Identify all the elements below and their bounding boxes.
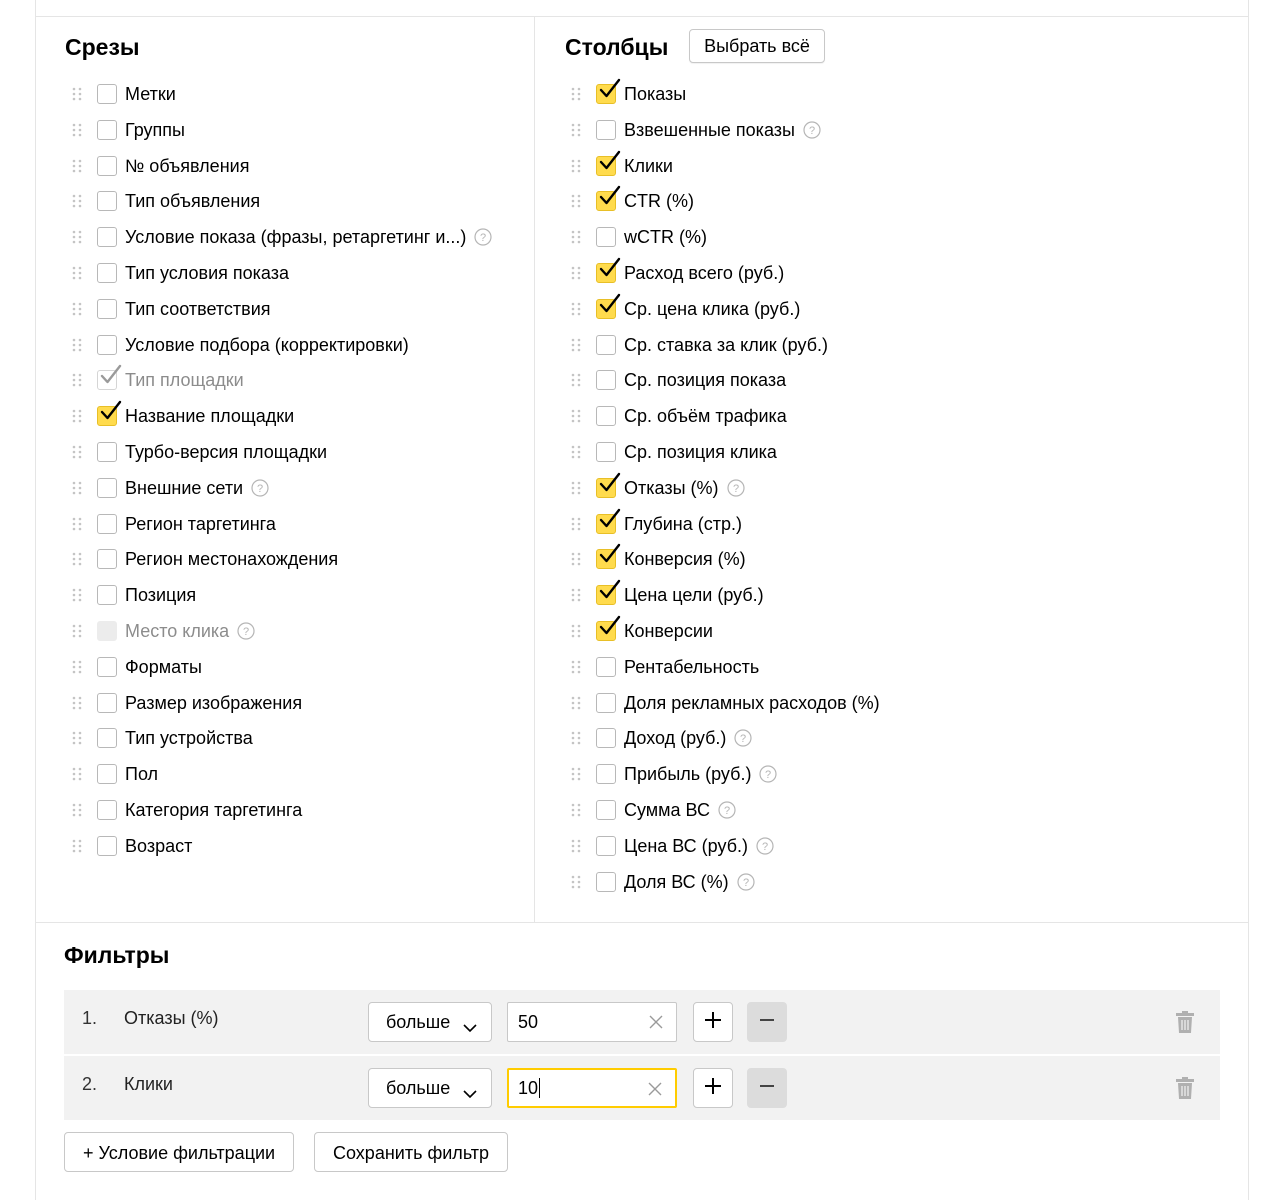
checkbox[interactable]	[596, 549, 616, 569]
filter-row	[64, 990, 1220, 1054]
drag-handle-icon[interactable]	[72, 552, 82, 566]
slice-item[interactable]	[72, 258, 289, 288]
slice-item[interactable]	[72, 401, 294, 431]
column-item[interactable]	[571, 151, 673, 181]
column-item[interactable]	[571, 867, 755, 897]
checkmark-icon	[99, 364, 123, 391]
filter-number: 1.	[82, 1008, 98, 1028]
column-item-label: Показы	[624, 84, 687, 104]
column-item[interactable]	[571, 115, 821, 145]
column-item[interactable]	[571, 258, 784, 288]
filter-operator-select[interactable]	[368, 1002, 492, 1042]
drag-handle-icon[interactable]	[571, 230, 581, 244]
checkmark-icon	[598, 78, 622, 105]
column-item-label: Рентабельность	[624, 656, 760, 677]
checkbox[interactable]	[97, 693, 117, 713]
slice-item-label: Место клика	[125, 621, 230, 641]
column-item[interactable]	[571, 723, 752, 753]
svg-text:?: ?	[765, 769, 772, 782]
column-item[interactable]	[571, 222, 707, 252]
filter-number: 2.	[82, 1074, 98, 1094]
slice-item-label: Размер изображения	[125, 692, 303, 713]
slice-item[interactable]	[72, 652, 202, 682]
checkbox[interactable]	[596, 693, 616, 713]
checkbox[interactable]	[97, 549, 117, 569]
drag-handle-icon[interactable]	[72, 159, 82, 173]
clear-icon[interactable]	[648, 1014, 664, 1035]
column-item-label: Цена цели (руб.)	[624, 585, 764, 606]
checkbox[interactable]	[97, 657, 117, 677]
checkmark-icon	[598, 615, 622, 642]
drag-handle-icon[interactable]	[72, 338, 82, 352]
checkbox[interactable]	[97, 406, 117, 426]
help-icon[interactable]	[737, 873, 755, 891]
svg-text:?: ?	[808, 124, 816, 137]
svg-text:?: ?	[742, 876, 749, 889]
column-item[interactable]	[571, 509, 742, 539]
filter-operator-value: больше	[386, 1077, 451, 1098]
checkbox[interactable]	[97, 478, 117, 498]
help-icon[interactable]	[474, 228, 492, 246]
column-item-label: Глубина (стр.)	[624, 513, 743, 534]
checkbox[interactable]	[596, 657, 616, 677]
chevron-down-icon	[463, 1083, 477, 1104]
checkbox[interactable]	[596, 406, 616, 426]
drag-handle-icon[interactable]	[571, 481, 581, 495]
slice-item-label: № объявления	[125, 155, 250, 176]
chevron-down-icon	[463, 1017, 477, 1038]
minus-icon	[758, 1011, 776, 1034]
svg-text:?: ?	[723, 805, 731, 817]
drag-handle-icon[interactable]	[72, 266, 82, 280]
checkbox[interactable]	[596, 872, 616, 892]
checkmark-icon	[598, 185, 622, 212]
remove-value-button[interactable]	[747, 1068, 787, 1108]
checkbox[interactable]	[97, 764, 117, 784]
drag-handle-icon[interactable]	[72, 481, 82, 495]
drag-handle-icon[interactable]	[571, 767, 581, 781]
filters-divider	[35, 922, 1249, 923]
column-item-label: wCTR (%)	[624, 227, 707, 248]
plus-icon	[703, 1076, 723, 1101]
svg-text:?: ?	[740, 733, 747, 746]
filter-value-text: 50	[518, 1011, 539, 1032]
checkmark-icon	[598, 579, 622, 606]
slice-item-label: Возраст	[125, 835, 193, 856]
column-item[interactable]	[571, 365, 786, 395]
column-item[interactable]	[571, 652, 759, 682]
help-icon[interactable]	[803, 121, 821, 139]
column-item-label: Доля рекламных расходов (%)	[624, 692, 880, 713]
column-item-label: Ср. объём трафика	[624, 406, 787, 427]
drag-handle-icon[interactable]	[571, 409, 581, 423]
select-all-button[interactable]: Выбрать всё	[689, 29, 825, 63]
drag-handle-icon[interactable]	[571, 588, 581, 602]
drag-handle-icon[interactable]	[72, 767, 82, 781]
checkbox[interactable]	[97, 227, 117, 247]
drag-handle-icon[interactable]	[571, 624, 581, 638]
drag-handle-icon[interactable]	[571, 731, 581, 745]
drag-handle-icon[interactable]	[571, 373, 581, 387]
column-item[interactable]	[571, 473, 745, 503]
checkbox[interactable]	[596, 156, 616, 176]
slice-item[interactable]	[72, 831, 192, 861]
slices-title: Срезы	[65, 34, 140, 60]
slice-item-label: Условие показа (фразы, ретаргетинг и...)	[125, 227, 467, 248]
slice-item-label: Тип площадки	[125, 370, 244, 391]
column-item-label: Сумма ВС	[624, 800, 710, 820]
slice-item-label: Регион таргетинга	[125, 513, 276, 534]
slice-item[interactable]	[72, 365, 244, 395]
column-item-label: Клики	[624, 155, 673, 176]
slice-item-label: Группы	[125, 119, 185, 140]
filter-field-name: Отказы (%)	[124, 1008, 219, 1028]
slice-item[interactable]	[72, 759, 158, 789]
save-filter-button[interactable]: Сохранить фильтр	[314, 1132, 508, 1172]
slice-item[interactable]	[72, 723, 253, 753]
drag-handle-icon[interactable]	[571, 87, 581, 101]
column-item[interactable]	[571, 759, 777, 789]
slice-item-label: Название площадки	[125, 406, 295, 427]
help-icon[interactable]	[251, 479, 269, 497]
slice-item-label: Тип соответствия	[125, 298, 271, 319]
column-item-label: Ср. позиция клика	[624, 442, 777, 462]
drag-handle-icon[interactable]	[72, 445, 82, 459]
drag-handle-icon[interactable]	[72, 624, 82, 638]
checkbox[interactable]	[596, 764, 616, 784]
filter-field-name: Клики	[124, 1074, 173, 1094]
plus-icon	[703, 1010, 723, 1035]
checkbox[interactable]	[596, 299, 616, 319]
trash-icon[interactable]	[1176, 1077, 1194, 1104]
filter-operator-value: больше	[386, 1011, 451, 1032]
slice-item-label: Пол	[125, 764, 159, 785]
column-item-label: Доход (руб.)	[624, 728, 727, 749]
checkbox[interactable]	[97, 836, 117, 856]
checkbox[interactable]	[97, 263, 117, 283]
help-icon[interactable]	[756, 837, 774, 855]
column-item-label: Ср. цена клика (руб.)	[624, 298, 801, 319]
column-item[interactable]	[571, 186, 694, 216]
column-item-label: Прибыль (руб.)	[624, 764, 752, 785]
slice-item[interactable]	[72, 688, 302, 718]
drag-handle-icon[interactable]	[571, 123, 581, 137]
add-value-button[interactable]	[693, 1002, 733, 1042]
slice-item-label: Тип условия показа	[125, 263, 289, 283]
drag-handle-icon[interactable]	[571, 194, 581, 208]
slice-item-label: Внешние сети	[125, 477, 244, 498]
checkbox[interactable]	[97, 299, 117, 319]
checkbox[interactable]	[596, 370, 616, 390]
checkbox[interactable]	[596, 836, 616, 856]
drag-handle-icon[interactable]	[72, 194, 82, 208]
drag-handle-icon[interactable]	[571, 159, 581, 173]
column-item[interactable]	[571, 437, 777, 467]
drag-handle-icon[interactable]	[72, 660, 82, 674]
checkbox[interactable]	[596, 191, 616, 211]
slice-item[interactable]	[72, 795, 302, 825]
svg-text:?: ?	[480, 232, 487, 245]
checkbox[interactable]	[97, 585, 117, 605]
help-icon[interactable]	[718, 801, 736, 819]
drag-handle-icon[interactable]	[571, 517, 581, 531]
drag-handle-icon[interactable]	[72, 731, 82, 745]
column-divider	[534, 16, 535, 922]
slice-item-label: Позиция	[125, 585, 197, 606]
checkbox[interactable]	[596, 800, 616, 820]
help-icon[interactable]	[237, 622, 255, 640]
slice-item-label: Метки	[125, 84, 176, 104]
column-item-label: Взвешенные показы	[624, 119, 795, 140]
checkbox[interactable]	[97, 442, 117, 462]
slice-item-label: Условие подбора (корректировки)	[125, 334, 409, 355]
column-item-label: Ср. позиция показа	[624, 370, 787, 391]
checkbox[interactable]	[596, 84, 616, 104]
clear-icon[interactable]	[647, 1081, 663, 1102]
slice-item[interactable]	[72, 186, 260, 216]
add-value-button[interactable]	[693, 1068, 733, 1108]
drag-handle-icon[interactable]	[72, 230, 82, 244]
slice-item-label: Форматы	[125, 656, 202, 677]
drag-handle-icon[interactable]	[571, 338, 581, 352]
slice-item-label: Турбо-версия площадки	[125, 442, 328, 462]
slice-item[interactable]	[72, 473, 269, 503]
drag-handle-icon[interactable]	[72, 517, 82, 531]
svg-text:?: ?	[761, 840, 769, 853]
checkmark-icon	[99, 400, 123, 427]
columns-title: Столбцы	[565, 34, 669, 60]
drag-handle-icon[interactable]	[72, 123, 82, 137]
help-icon[interactable]	[759, 765, 777, 783]
column-item-label: Цена ВС (руб.)	[624, 835, 748, 856]
column-item[interactable]	[571, 616, 713, 646]
checkbox[interactable]	[596, 514, 616, 534]
drag-handle-icon[interactable]	[571, 696, 581, 710]
checkbox[interactable]	[97, 370, 117, 390]
filter-value-input[interactable]	[507, 1068, 677, 1108]
drag-handle-icon[interactable]	[571, 445, 581, 459]
checkbox[interactable]	[97, 120, 117, 140]
column-item-label: Расход всего (руб.)	[624, 263, 785, 283]
checkmark-icon	[598, 543, 622, 570]
drag-handle-icon[interactable]	[571, 875, 581, 889]
slice-item[interactable]	[72, 79, 176, 109]
checkbox[interactable]	[596, 621, 616, 641]
slice-item[interactable]	[72, 115, 185, 145]
checkbox[interactable]	[97, 191, 117, 211]
drag-handle-icon[interactable]	[72, 87, 82, 101]
slice-item[interactable]	[72, 580, 196, 610]
checkbox[interactable]	[97, 156, 117, 176]
slice-item-label: Тип объявления	[125, 191, 261, 212]
checkmark-icon	[598, 508, 622, 535]
remove-value-button[interactable]	[747, 1002, 787, 1042]
drag-handle-icon[interactable]	[571, 660, 581, 674]
checkbox[interactable]	[97, 84, 117, 104]
column-item-label: CTR (%)	[624, 191, 694, 212]
trash-icon[interactable]	[1176, 1011, 1194, 1038]
column-item[interactable]	[571, 544, 746, 574]
slice-item[interactable]	[72, 616, 255, 646]
svg-text:?: ?	[732, 482, 739, 495]
filter-operator-select[interactable]	[368, 1068, 492, 1108]
help-icon[interactable]	[734, 729, 752, 747]
checkbox[interactable]	[596, 478, 616, 498]
checkmark-icon	[598, 257, 622, 284]
minus-icon	[758, 1077, 776, 1100]
svg-text:?: ?	[243, 626, 250, 638]
drag-handle-icon[interactable]	[571, 302, 581, 316]
column-item[interactable]	[571, 294, 800, 324]
checkbox[interactable]	[97, 514, 117, 534]
slice-item[interactable]	[72, 544, 338, 574]
checkbox	[97, 621, 117, 641]
slice-item-label: Тип устройства	[125, 728, 253, 749]
column-item[interactable]	[571, 79, 686, 109]
column-item[interactable]	[571, 795, 736, 825]
drag-handle-icon[interactable]	[72, 588, 82, 602]
drag-handle-icon[interactable]	[571, 552, 581, 566]
text-caret	[539, 1078, 540, 1098]
column-item-label: Отказы (%)	[624, 477, 719, 498]
checkbox[interactable]	[596, 585, 616, 605]
drag-handle-icon[interactable]	[571, 803, 581, 817]
checkbox[interactable]	[596, 120, 616, 140]
drag-handle-icon[interactable]	[72, 696, 82, 710]
filter-value-text: 10	[518, 1077, 539, 1098]
checkmark-icon	[598, 293, 622, 320]
checkbox[interactable]	[596, 728, 616, 748]
slice-item[interactable]	[72, 151, 249, 181]
filters-title: Фильтры	[64, 942, 170, 968]
column-item-label: Ср. ставка за клик (руб.)	[624, 334, 828, 355]
drag-handle-icon[interactable]	[72, 409, 82, 423]
top-divider	[35, 16, 1249, 17]
checkbox[interactable]	[97, 728, 117, 748]
checkbox[interactable]	[596, 263, 616, 283]
svg-text:?: ?	[257, 482, 264, 495]
drag-handle-icon[interactable]	[571, 266, 581, 280]
column-item[interactable]	[571, 330, 828, 360]
checkmark-icon	[598, 472, 622, 499]
checkmark-icon	[598, 150, 622, 177]
column-item-label: Доля ВС (%)	[624, 871, 729, 892]
filter-row	[64, 1056, 1220, 1120]
drag-handle-icon[interactable]	[72, 839, 82, 853]
checkbox[interactable]	[596, 227, 616, 247]
drag-handle-icon[interactable]	[72, 302, 82, 316]
column-item[interactable]	[571, 831, 774, 861]
checkbox[interactable]	[97, 335, 117, 355]
column-item[interactable]	[571, 688, 880, 718]
drag-handle-icon[interactable]	[571, 839, 581, 853]
slice-item[interactable]	[72, 509, 276, 539]
slice-item[interactable]	[72, 222, 492, 252]
column-item-label: Конверсия (%)	[624, 549, 746, 570]
slice-item[interactable]	[72, 330, 409, 360]
add-filter-condition-button[interactable]: + Условие фильтрации	[64, 1132, 294, 1172]
filter-value-input[interactable]	[507, 1002, 677, 1042]
drag-handle-icon[interactable]	[72, 803, 82, 817]
slice-item-label: Категория таргетинга	[125, 800, 303, 820]
checkbox[interactable]	[97, 800, 117, 820]
slice-item[interactable]	[72, 294, 271, 324]
help-icon[interactable]	[727, 479, 745, 497]
checkbox[interactable]	[596, 335, 616, 355]
slice-item[interactable]	[72, 437, 327, 467]
checkbox[interactable]	[596, 442, 616, 462]
column-item[interactable]	[571, 401, 787, 431]
column-item-label: Конверсии	[624, 621, 713, 641]
slice-item-label: Регион местонахождения	[125, 549, 339, 570]
drag-handle-icon[interactable]	[72, 373, 82, 387]
column-item[interactable]	[571, 580, 764, 610]
